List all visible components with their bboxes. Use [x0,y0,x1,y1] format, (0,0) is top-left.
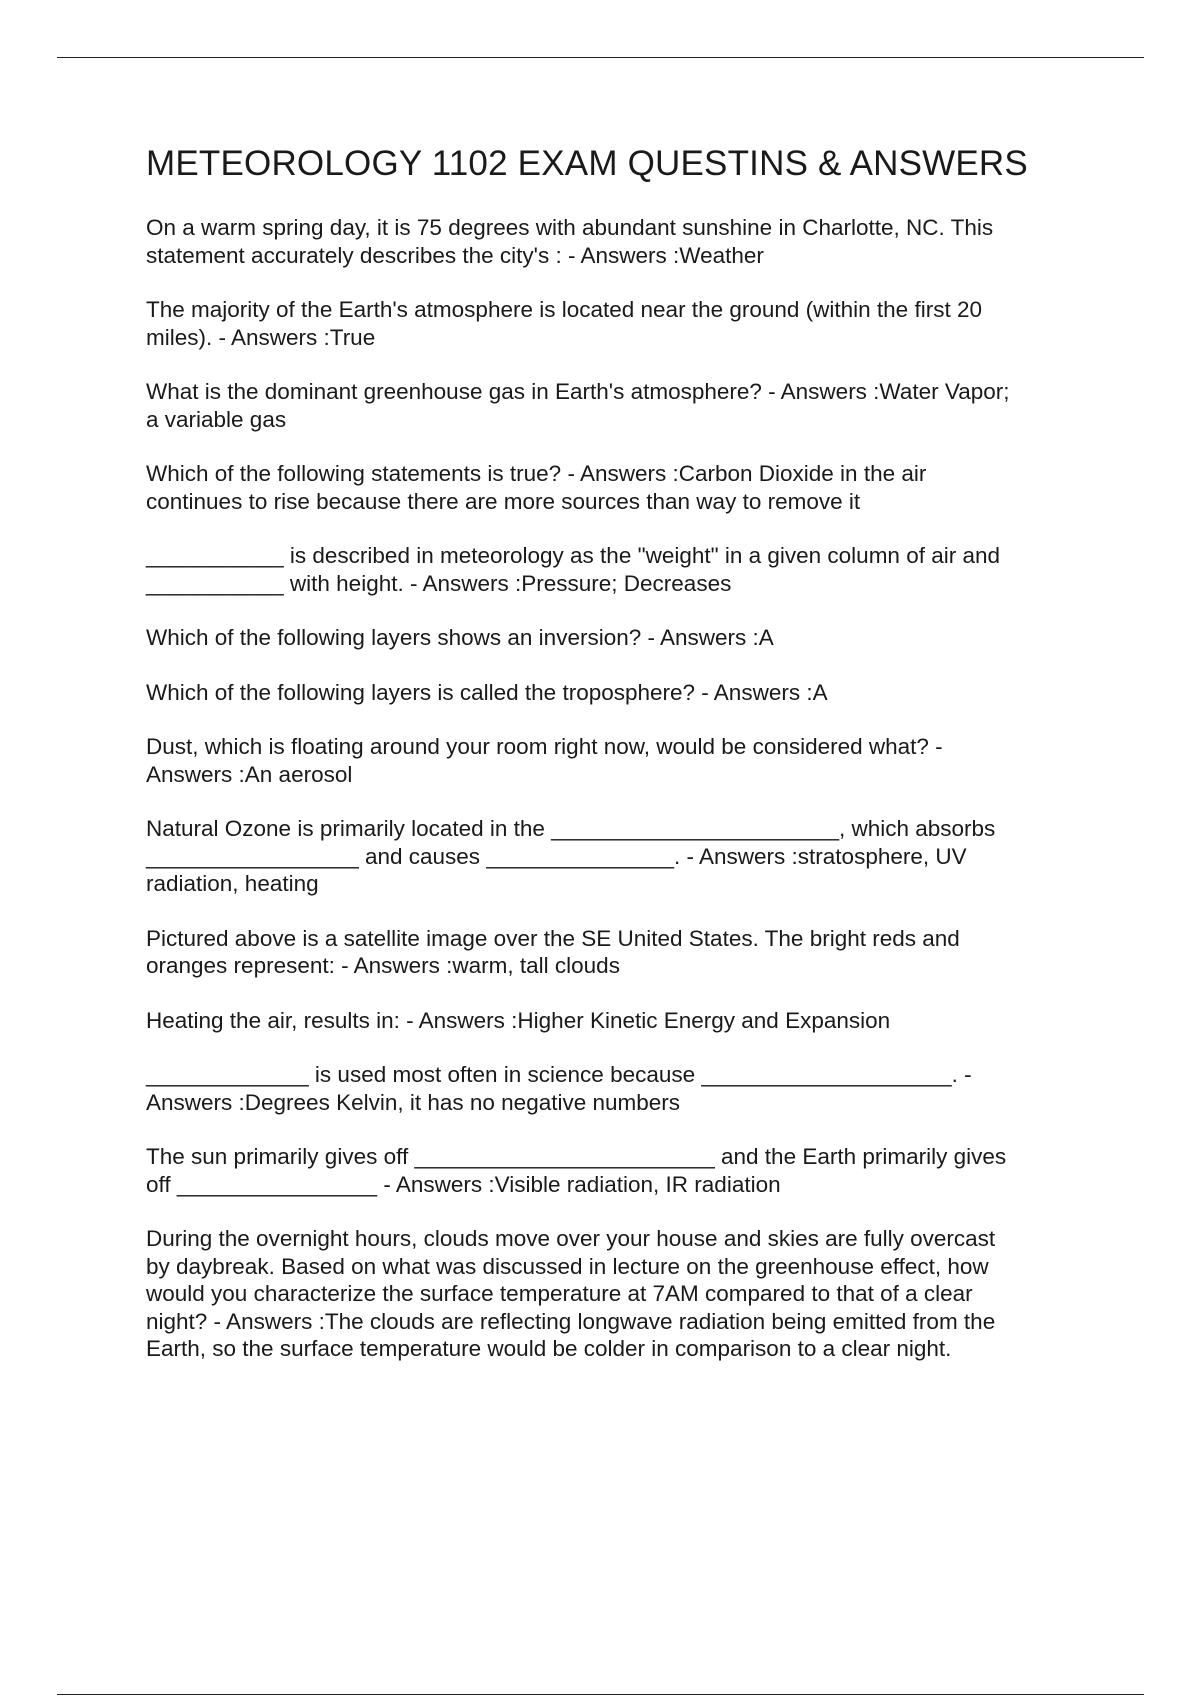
qa-item: Dust, which is floating around your room right now, would be considered what? - Answers :An aerosol [146,734,943,787]
qa-item: On a warm spring day, it is 75 degrees with abundant sunshine in Charlotte, NC. This statement accurately describes the city's : - Answers :Weather [146,215,994,268]
qa-item: What is the dominant greenhouse gas in Earth's atmosphere? - Answers :Water Vapor; a variable gas [146,379,1010,432]
qa-item: The majority of the Earth's atmosphere is located near the ground (within the first 20 miles). - Answers :True [146,297,982,350]
qa-item: The sun primarily gives off ________________________ and the Earth primarily gives off ________________ - Answers :Visible radiation, IR radiation [146,1144,1007,1197]
qa-item: Which of the following layers shows an inversion? - Answers :A [146,625,774,650]
qa-item: Natural Ozone is primarily located in the _______________________, which absorbs _________________ and causes _______________. - Answers :stratosphere, UV radiation, heating [146,816,996,896]
bottom-divider [57,1694,1144,1695]
qa-item: _____________ is used most often in science because ____________________. - Answers :Degrees Kelvin, it has no negative numbers [146,1062,972,1115]
qa-item: Which of the following layers is called the troposphere? - Answers :A [146,679,828,705]
qa-item: During the overnight hours, clouds move over your house and skies are fully overcast by daybreak. Based on what was discussed in lecture on the greenhouse effect, how would you characterize the surface temperature at 7AM compared to that of a clear night? - Answers :The clouds are reflecting longwave radiation being emitted from the Earth, so the surface temperature would be colder in comparison to a clear night. [146,1226,996,1361]
qa-item: Heating the air, results in: - Answers :Higher Kinetic Energy and Expansion [146,1007,891,1033]
top-divider [57,57,1144,58]
document-body [146,142,1086,1390]
qa-item: Which of the following statements is true? - Answers :Carbon Dioxide in the air continues to rise because there are more sources than way to remove it [146,461,927,514]
qa-item: Pictured above is a satellite image over the SE United States. The bright reds and oranges represent: - Answers :warm, tall clouds [146,925,960,978]
qa-list [146,214,1086,1363]
document-title: METEOROLOGY 1102 EXAM QUESTINS & ANSWERS [146,144,1028,183]
qa-item: ___________ is described in meteorology as the "weight" in a given column of air and ___________ with height. - Answers :Pressure; Decreases [146,543,1001,596]
